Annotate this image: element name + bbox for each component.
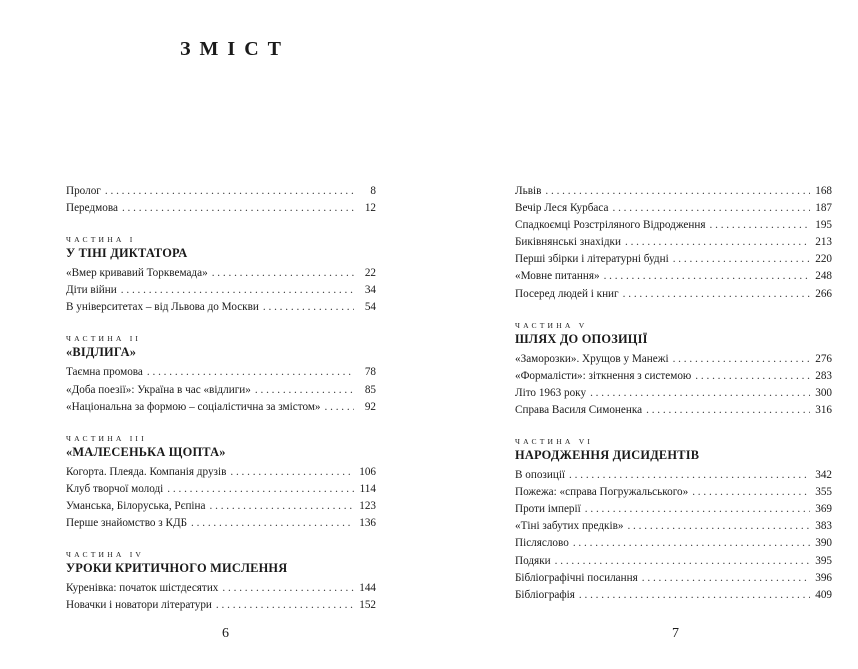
toc-entry-title: Уманська, Білоруська, Рєпіна xyxy=(66,499,206,512)
toc-part xyxy=(66,235,376,316)
toc-entry xyxy=(515,402,832,419)
dot-leader xyxy=(646,402,810,419)
toc-entry xyxy=(66,282,376,299)
dot-leader xyxy=(569,467,810,484)
toc-entry-title: Діти війни xyxy=(66,284,117,297)
toc-entry-page: 106 xyxy=(359,465,376,478)
toc-entry-title: «Вмер кривавий Торквемада» xyxy=(66,267,208,280)
toc-entry-page: 220 xyxy=(815,253,832,266)
dot-leader xyxy=(105,183,354,200)
dot-leader xyxy=(325,399,355,416)
part-title: «ВІДЛИГА» xyxy=(66,345,137,360)
dot-leader xyxy=(673,251,810,268)
toc-entry-page: 92 xyxy=(364,400,376,413)
toc-entry-page: 396 xyxy=(815,571,832,584)
toc-entry-page: 78 xyxy=(364,366,376,379)
toc-entry-page: 187 xyxy=(815,202,832,215)
dot-leader xyxy=(230,464,354,481)
toc-entry xyxy=(515,501,832,518)
toc-entry-title: Бібліографія xyxy=(515,588,575,601)
toc-entry-title: Пожежа: «справа Погружальського» xyxy=(515,486,689,499)
toc-entry xyxy=(515,553,832,570)
toc-entry xyxy=(515,385,832,402)
part-title: УРОКИ КРИТИЧНОГО МИСЛЕННЯ xyxy=(66,561,288,576)
dot-leader xyxy=(222,580,354,597)
toc-entry xyxy=(66,498,376,515)
toc-entry xyxy=(66,597,376,614)
toc-entry xyxy=(515,183,832,200)
toc-entry-title: Клуб творчої молоді xyxy=(66,482,164,495)
dot-leader xyxy=(545,183,810,200)
part-title: ШЛЯХ ДО ОПОЗИЦІЇ xyxy=(515,331,648,346)
toc-entry-title: «Мовне питання» xyxy=(515,270,600,283)
toc-entry-page: 383 xyxy=(815,520,832,533)
toc-entry xyxy=(66,364,376,381)
toc-entry-title: Спадкоємці Розстріляного Відродження xyxy=(515,219,706,232)
dot-leader xyxy=(573,535,810,552)
toc-entry-page: 395 xyxy=(815,554,832,567)
toc-entry-title: Куренівка: початок шістдесятих xyxy=(66,582,219,595)
toc-entry xyxy=(515,351,832,368)
toc-part xyxy=(515,437,832,604)
toc-right-column xyxy=(515,183,832,604)
dot-leader xyxy=(167,481,354,498)
dot-leader xyxy=(555,553,810,570)
toc-entry xyxy=(515,535,832,552)
dot-leader xyxy=(585,501,810,518)
part-label: ЧАСТИНА IV xyxy=(66,550,145,560)
part-label: ЧАСТИНА II xyxy=(66,334,142,344)
toc-part xyxy=(515,321,832,419)
toc-entry-page: 85 xyxy=(364,383,376,396)
toc-entry xyxy=(515,251,832,268)
dot-leader xyxy=(590,385,810,402)
toc-entry-page: 144 xyxy=(359,582,376,595)
toc-entry-page: 34 xyxy=(364,284,376,297)
toc-entry-page: 300 xyxy=(815,386,832,399)
toc-entry xyxy=(515,217,832,234)
toc-entry-title: Подяки xyxy=(515,554,551,567)
toc-entry xyxy=(515,518,832,535)
dot-leader xyxy=(710,217,811,234)
toc-entry-page: 409 xyxy=(815,588,832,601)
toc-entry-page: 369 xyxy=(815,503,832,516)
toc-entry xyxy=(66,265,376,282)
toc-entry-title: В університетах – від Львова до Москви xyxy=(66,301,259,314)
dot-leader xyxy=(210,498,355,515)
toc-entry-title: Справа Василя Симоненка xyxy=(515,403,643,416)
page-number-left: 6 xyxy=(222,626,229,641)
part-label: ЧАСТИНА V xyxy=(515,320,588,330)
toc-entry xyxy=(66,382,376,399)
toc-entry xyxy=(66,183,376,200)
page-title: ЗМІСТ xyxy=(180,38,290,60)
toc-entry-title: Перше знайомство з КДБ xyxy=(66,517,188,530)
toc-entry-page: 276 xyxy=(815,352,832,365)
dot-leader xyxy=(623,286,810,303)
toc-entry-page: 123 xyxy=(359,499,376,512)
dot-leader xyxy=(695,368,810,385)
dot-leader xyxy=(147,364,354,381)
toc-entry-page: 136 xyxy=(359,517,376,530)
toc-entry-page: 342 xyxy=(815,469,832,482)
toc-entry-page: 22 xyxy=(364,267,376,280)
toc-entry-page: 114 xyxy=(359,482,376,495)
toc-entry-title: Когорта. Плеяда. Компанія друзів xyxy=(66,465,227,478)
toc-entry-page: 8 xyxy=(370,185,376,197)
toc-entry xyxy=(515,268,832,285)
dot-leader xyxy=(692,484,810,501)
toc-entry-title: «Національна за формою – соціалістична за змістом» xyxy=(66,400,321,413)
toc-entry-page: 195 xyxy=(815,219,832,232)
toc-entry-title: Літо 1963 року xyxy=(515,386,587,399)
dot-leader xyxy=(255,382,354,399)
toc-entry xyxy=(66,515,376,532)
toc-entry-page: 54 xyxy=(364,301,376,314)
dot-leader xyxy=(121,282,354,299)
toc-entry-page: 316 xyxy=(815,403,832,416)
dot-leader xyxy=(579,587,810,604)
toc-entry xyxy=(515,570,832,587)
toc-entry xyxy=(66,481,376,498)
toc-entry-page: 168 xyxy=(815,185,832,197)
dot-leader xyxy=(191,515,354,532)
toc-entry-page: 248 xyxy=(815,270,832,283)
dot-leader xyxy=(642,570,810,587)
dot-leader xyxy=(627,518,810,535)
dot-leader xyxy=(625,234,810,251)
toc-entry-title: Посеред людей і книг xyxy=(515,287,619,300)
toc-entry xyxy=(66,580,376,597)
toc-entry xyxy=(515,286,832,303)
part-title: У ТІНІ ДИКТАТОРА xyxy=(66,246,188,261)
toc-part xyxy=(66,434,376,532)
toc-entry xyxy=(515,234,832,251)
toc-left-column xyxy=(66,183,376,614)
toc-entry-page: 355 xyxy=(815,486,832,499)
toc-entry xyxy=(66,399,376,416)
toc-entry-title: Новачки і новатори літератури xyxy=(66,599,212,612)
toc-entry-title: Львів xyxy=(515,185,542,197)
toc-entry xyxy=(66,464,376,481)
toc-entry-title: В опозиції xyxy=(515,469,566,482)
toc-entry-title: Перші збірки і літературні будні xyxy=(515,253,669,266)
toc-entry-title: Вечір Леся Курбаса xyxy=(515,202,609,215)
part-title: «МАЛЕСЕНЬКА ЩОПТА» xyxy=(66,444,226,459)
part-label: ЧАСТИНА I xyxy=(66,235,136,245)
toc-entry-title: Таємна промова xyxy=(66,366,143,379)
toc-entry-page: 152 xyxy=(359,599,376,612)
dot-leader xyxy=(673,351,810,368)
toc-entry-title: Післяслово xyxy=(515,537,569,550)
part-title: НАРОДЖЕННЯ ДИСИДЕНТІВ xyxy=(515,448,700,463)
toc-entry xyxy=(515,200,832,217)
toc-entry-page: 213 xyxy=(815,236,832,249)
dot-leader xyxy=(216,597,354,614)
dot-leader xyxy=(604,268,810,285)
toc-entry xyxy=(515,368,832,385)
toc-entry-title: «Доба поезії»: Україна в час «відлиги» xyxy=(66,383,251,396)
toc-entry-title: Бібліографічні посилання xyxy=(515,571,638,584)
toc-entry-page: 283 xyxy=(815,369,832,382)
toc-entry-title: Биківнянські знахідки xyxy=(515,236,621,249)
dot-leader xyxy=(122,200,354,217)
dot-leader xyxy=(612,200,810,217)
dot-leader xyxy=(212,265,354,282)
toc-entry-title: «Заморозки». Хрущов у Манежі xyxy=(515,352,669,365)
toc-entry xyxy=(66,200,376,217)
page-number-right: 7 xyxy=(672,626,679,641)
toc-entry-title: Проти імперії xyxy=(515,503,581,516)
toc-entry-page: 12 xyxy=(364,202,376,215)
toc-part xyxy=(66,334,376,415)
toc-entry-title: «Формалісти»: зіткнення з системою xyxy=(515,369,692,382)
toc-entry xyxy=(66,299,376,316)
part-label: ЧАСТИНА VI xyxy=(515,437,594,447)
toc-entry-title: «Тіні забутих предків» xyxy=(515,520,624,533)
toc-entry xyxy=(515,484,832,501)
part-label: ЧАСТИНА III xyxy=(66,433,147,443)
toc-part xyxy=(66,550,376,614)
toc-entry-title: Передмова xyxy=(66,202,118,215)
toc-entry xyxy=(515,587,832,604)
toc-entry-page: 266 xyxy=(815,287,832,300)
dot-leader xyxy=(263,299,354,316)
toc-entry-title: Пролог xyxy=(66,185,101,197)
toc-entry xyxy=(515,467,832,484)
toc-entry-page: 390 xyxy=(815,537,832,550)
